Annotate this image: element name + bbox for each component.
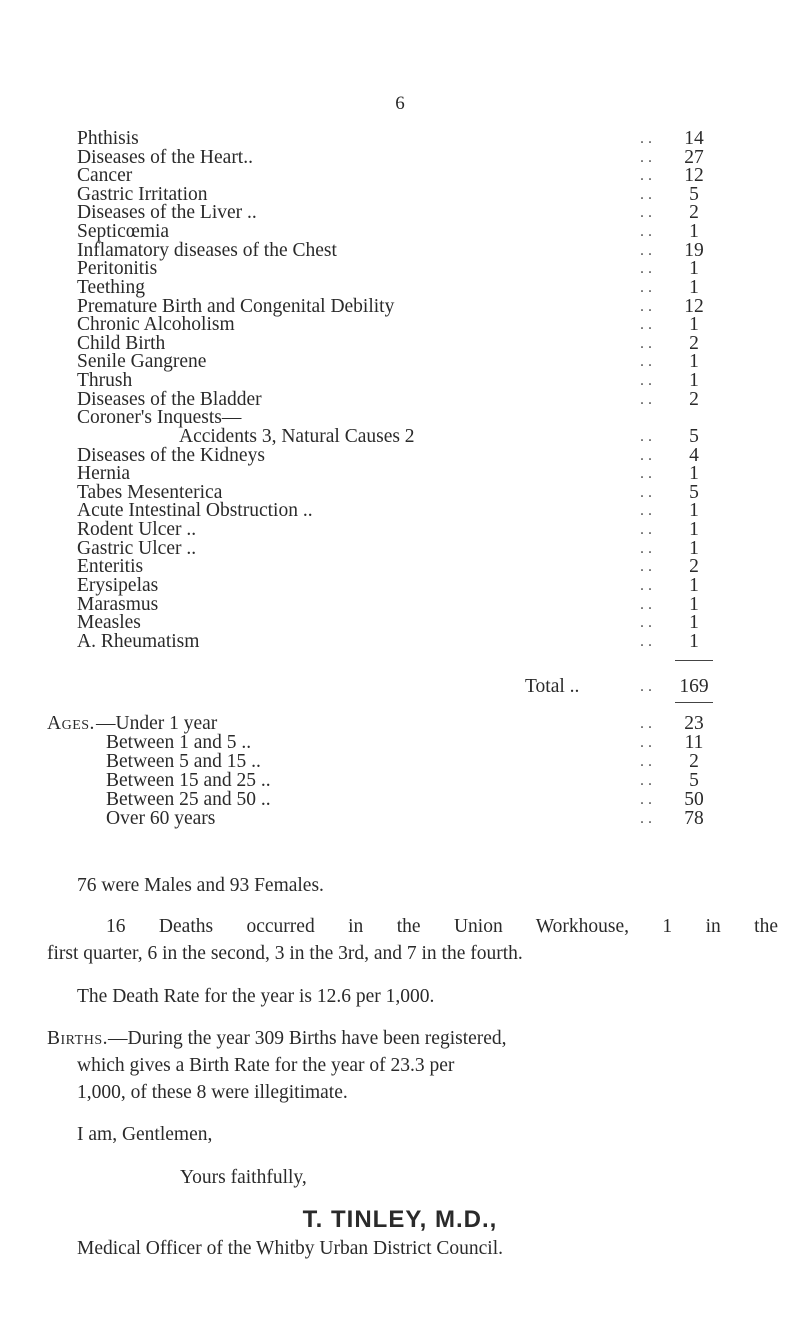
cause-label: Septicœmia [77, 221, 170, 243]
leader-dots: . . [640, 130, 652, 147]
ages-heading: Ages. [47, 713, 95, 734]
leader-dots: . . [640, 558, 652, 576]
leader-dots: . . [640, 734, 652, 751]
page-number: 6 [395, 93, 405, 114]
leader-dots: . . [640, 715, 652, 732]
leader-dots: . . [640, 204, 652, 222]
age-value: 5 [689, 770, 699, 791]
cause-label: Diseases of the Kidneys [77, 444, 265, 466]
signature-title: Medical Officer of the Whitby Urban District Council. [77, 1238, 504, 1259]
cause-label: Premature Birth and Congenital Debility [77, 295, 395, 317]
leader-dots: . . [640, 483, 652, 501]
births-line-2: which gives a Birth Rate for the year of 23.3 per [77, 1055, 455, 1076]
cause-value: 1 [689, 351, 699, 373]
workhouse-line-1: 16 Deaths occurred in the Union Workhouse, 1 in the [106, 916, 778, 937]
leader-dots: . . [640, 595, 652, 613]
cause-label: Diseases of the Liver .. [77, 202, 257, 224]
leader-dots: . . [640, 632, 652, 650]
total-leader: . . [640, 678, 652, 695]
cause-label: Coroner's Inquests— [77, 407, 242, 429]
cause-label: Inflamatory diseases of the Chest [77, 239, 337, 261]
leader-dots: . . [640, 353, 652, 371]
cause-value: 1 [689, 574, 699, 596]
births-text-1: —During the year 309 Births have been registered, [108, 1028, 507, 1049]
cause-label: Gastric Ulcer .. [77, 537, 197, 559]
cause-label: Teething [77, 276, 145, 298]
cause-value: 2 [689, 388, 699, 410]
valediction: Yours faithfully, [180, 1167, 307, 1188]
age-label: Between 25 and 50 .. [106, 789, 271, 810]
leader-dots: . . [640, 241, 652, 259]
cause-value: 1 [689, 463, 699, 485]
leader-dots: . . [640, 772, 652, 789]
leader-dots: . . [640, 753, 652, 770]
cause-value: 2 [689, 556, 699, 578]
cause-value: 12 [684, 165, 704, 187]
total-rule-top [675, 660, 713, 661]
cause-value: 1 [689, 370, 699, 392]
cause-value: 2 [689, 202, 699, 224]
age-value: 78 [684, 808, 704, 829]
leader-dots: . . [640, 427, 652, 445]
leader-dots: . . [640, 223, 652, 241]
cause-value: 19 [684, 239, 704, 261]
leader-dots: . . [640, 521, 652, 539]
cause-row [0, 630, 800, 654]
cause-value: 5 [689, 481, 699, 503]
cause-label: Chronic Alcoholism [77, 314, 235, 336]
cause-value: 4 [689, 444, 699, 466]
total-value: 169 [679, 676, 709, 697]
leader-dots: . . [640, 576, 652, 594]
age-value: 2 [689, 751, 699, 772]
cause-value: 5 [689, 183, 699, 205]
death-rate: The Death Rate for the year is 12.6 per 1,000. [77, 986, 435, 1007]
cause-value: 1 [689, 221, 699, 243]
cause-label: Phthisis [77, 128, 139, 149]
cause-label: Tabes Mesenterica [77, 481, 223, 503]
cause-value: 1 [689, 500, 699, 522]
leader-dots: . . [640, 372, 652, 390]
leader-dots: . . [640, 297, 652, 315]
leader-dots: . . [640, 446, 652, 464]
cause-label: Diseases of the Bladder [77, 388, 262, 410]
cause-value: 12 [684, 295, 704, 317]
leader-dots: . . [640, 185, 652, 203]
cause-label: Marasmus [77, 593, 159, 615]
cause-value: 1 [689, 537, 699, 559]
total-rule-bottom [675, 702, 713, 703]
cause-label: Child Birth [77, 332, 166, 354]
cause-label: Erysipelas [77, 574, 159, 596]
cause-value: 14 [684, 128, 704, 149]
leader-dots: . . [640, 316, 652, 334]
cause-label: Hernia [77, 463, 131, 485]
cause-label: Accidents 3, Natural Causes 2 [179, 425, 415, 447]
leader-dots: . . [640, 791, 652, 808]
leader-dots: . . [640, 334, 652, 352]
cause-value: 5 [689, 425, 699, 447]
leader-dots: . . [640, 502, 652, 520]
age-label: Over 60 years [106, 808, 216, 829]
age-value: 23 [684, 713, 704, 734]
cause-value: 1 [689, 630, 699, 652]
leader-dots: . . [640, 539, 652, 557]
workhouse-line-2: first quarter, 6 in the second, 3 in the 3rd, and 7 in the fourth. [47, 943, 523, 964]
cause-value: 27 [684, 146, 704, 168]
age-label: Between 1 and 5 .. [106, 732, 252, 753]
signature-name: T. TINLEY, M.D., [302, 1206, 498, 1233]
births-line-1 [47, 1025, 778, 1053]
cause-label: Measles [77, 612, 141, 634]
cause-label: Diseases of the Heart.. [77, 146, 253, 168]
cause-label: A. Rheumatism [77, 630, 200, 652]
total-label: Total .. [525, 676, 580, 697]
leader-dots: . . [640, 465, 652, 483]
leader-dots: . . [640, 390, 652, 408]
cause-value: 1 [689, 314, 699, 336]
cause-label: Enteritis [77, 556, 144, 578]
total-row [0, 675, 800, 699]
cause-value: 1 [689, 612, 699, 634]
cause-value: 1 [689, 593, 699, 615]
cause-value: 1 [689, 258, 699, 280]
age-label: —Under 1 year [96, 713, 218, 734]
cause-value: 2 [689, 332, 699, 354]
births-line-3: 1,000, of these 8 were illegitimate. [77, 1082, 348, 1103]
cause-label: Peritonitis [77, 258, 158, 280]
age-value: 11 [684, 732, 704, 753]
age-label: Between 15 and 25 .. [106, 770, 271, 791]
age-label: Between 5 and 15 .. [106, 751, 261, 772]
cause-label: Acute Intestinal Obstruction .. [77, 500, 313, 522]
salutation: I am, Gentlemen, [77, 1124, 213, 1145]
leader-dots: . . [640, 260, 652, 278]
leader-dots: . . [640, 278, 652, 296]
age-value: 50 [684, 789, 704, 810]
leader-dots: . . [640, 148, 652, 166]
age-row [0, 807, 800, 831]
cause-value: 1 [689, 276, 699, 298]
cause-label: Senile Gangrene [77, 351, 207, 373]
sex-line: 76 were Males and 93 Females. [77, 875, 324, 896]
leader-dots: . . [640, 614, 652, 632]
cause-label: Rodent Ulcer .. [77, 519, 197, 541]
leader-dots: . . [640, 167, 652, 185]
cause-label: Gastric Irritation [77, 183, 208, 205]
cause-label: Cancer [77, 165, 133, 187]
cause-label: Thrush [77, 370, 133, 392]
leader-dots: . . [640, 810, 652, 827]
cause-value: 1 [689, 519, 699, 541]
births-heading: Births. [47, 1028, 108, 1049]
